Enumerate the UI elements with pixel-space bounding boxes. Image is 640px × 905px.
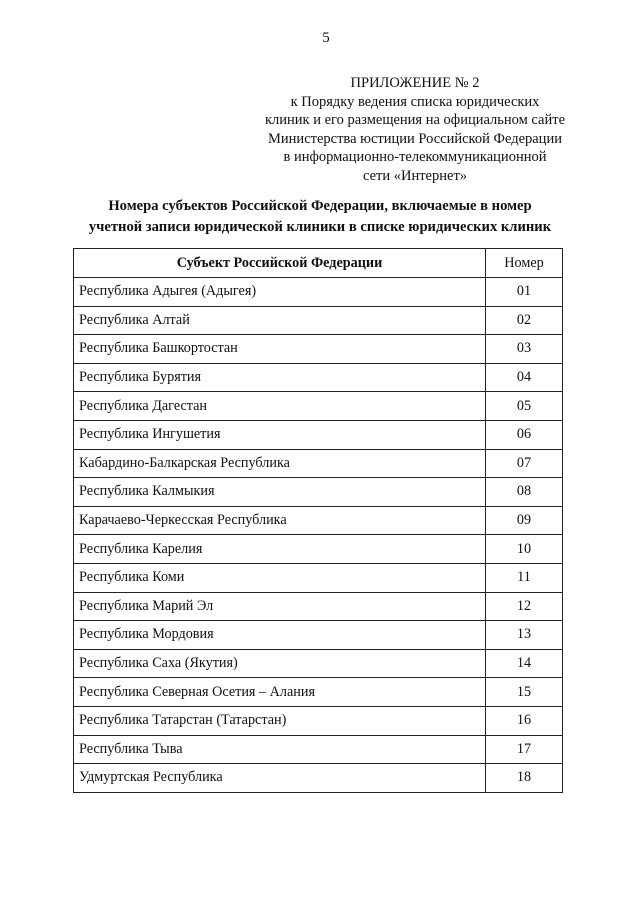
subject-number: 17	[486, 735, 563, 764]
table-row	[74, 478, 563, 507]
table-row	[74, 392, 563, 421]
subject-number: 07	[486, 449, 563, 478]
subject-name: Республика Калмыкия	[74, 478, 486, 507]
table-row	[74, 678, 563, 707]
subject-number: 13	[486, 621, 563, 650]
table-row	[74, 306, 563, 335]
title-line: учетной записи юридической клиники в списке юридических клиник	[88, 219, 552, 235]
table-row	[74, 420, 563, 449]
subject-number: 04	[486, 363, 563, 392]
subject-number: 15	[486, 678, 563, 707]
table-row	[74, 506, 563, 535]
subject-number: 02	[486, 306, 563, 335]
subject-name: Республика Коми	[74, 563, 486, 592]
appendix-line: клиник и его размещения на официальном сайте	[264, 112, 566, 128]
appendix-line: в информационно-телекоммуникационной	[283, 149, 547, 165]
subject-name: Республика Карелия	[74, 535, 486, 564]
table-row	[74, 335, 563, 364]
page-number: 5	[322, 30, 330, 46]
table-row	[74, 563, 563, 592]
subject-name: Кабардино-Балкарская Республика	[74, 449, 486, 478]
subjects-table	[73, 248, 563, 793]
subject-name: Республика Северная Осетия – Алания	[74, 678, 486, 707]
table-row	[74, 621, 563, 650]
subject-number: 03	[486, 335, 563, 364]
subject-name: Республика Башкортостан	[74, 335, 486, 364]
table-header-row	[74, 249, 563, 278]
subject-number: 14	[486, 649, 563, 678]
appendix-heading: ПРИЛОЖЕНИЕ № 2	[350, 75, 480, 91]
subject-name: Удмуртская Республика	[74, 764, 486, 793]
header-number: Номер	[486, 249, 563, 278]
subject-number: 18	[486, 764, 563, 793]
subject-name: Республика Адыгея (Адыгея)	[74, 278, 486, 307]
subject-number: 06	[486, 420, 563, 449]
subject-name: Республика Саха (Якутия)	[74, 649, 486, 678]
appendix-line: к Порядку ведения списка юридических	[290, 93, 540, 110]
subject-number: 05	[486, 392, 563, 421]
table-row	[74, 649, 563, 678]
subject-name: Республика Дагестан	[74, 392, 486, 421]
subject-name: Республика Алтай	[74, 306, 486, 335]
subject-number: 12	[486, 592, 563, 621]
appendix-line: сети «Интернет»	[362, 167, 468, 184]
table-row	[74, 449, 563, 478]
subject-name: Республика Марий Эл	[74, 592, 486, 621]
appendix-line: Министерства юстиции Российской Федерации	[268, 130, 562, 147]
subject-number: 11	[486, 563, 563, 592]
subject-number: 10	[486, 535, 563, 564]
subject-name: Республика Ингушетия	[74, 420, 486, 449]
table-row	[74, 592, 563, 621]
table-row	[74, 535, 563, 564]
subject-name: Республика Татарстан (Татарстан)	[74, 706, 486, 735]
title-line: Номера субъектов Российской Федерации, включаемые в номер	[108, 198, 532, 214]
document-title	[70, 196, 570, 238]
subject-number: 09	[486, 506, 563, 535]
subject-name: Республика Мордовия	[74, 621, 486, 650]
subject-name: Республика Бурятия	[74, 363, 486, 392]
appendix-header	[250, 74, 580, 185]
table-row	[74, 706, 563, 735]
subject-name: Республика Тыва	[74, 735, 486, 764]
table-row	[74, 764, 563, 793]
subject-number: 01	[486, 278, 563, 307]
table-row	[74, 363, 563, 392]
subject-name: Карачаево-Черкесская Республика	[74, 506, 486, 535]
table-row	[74, 278, 563, 307]
table-row	[74, 735, 563, 764]
header-subject: Субъект Российской Федерации	[74, 249, 486, 278]
subject-number: 08	[486, 478, 563, 507]
subject-number: 16	[486, 706, 563, 735]
